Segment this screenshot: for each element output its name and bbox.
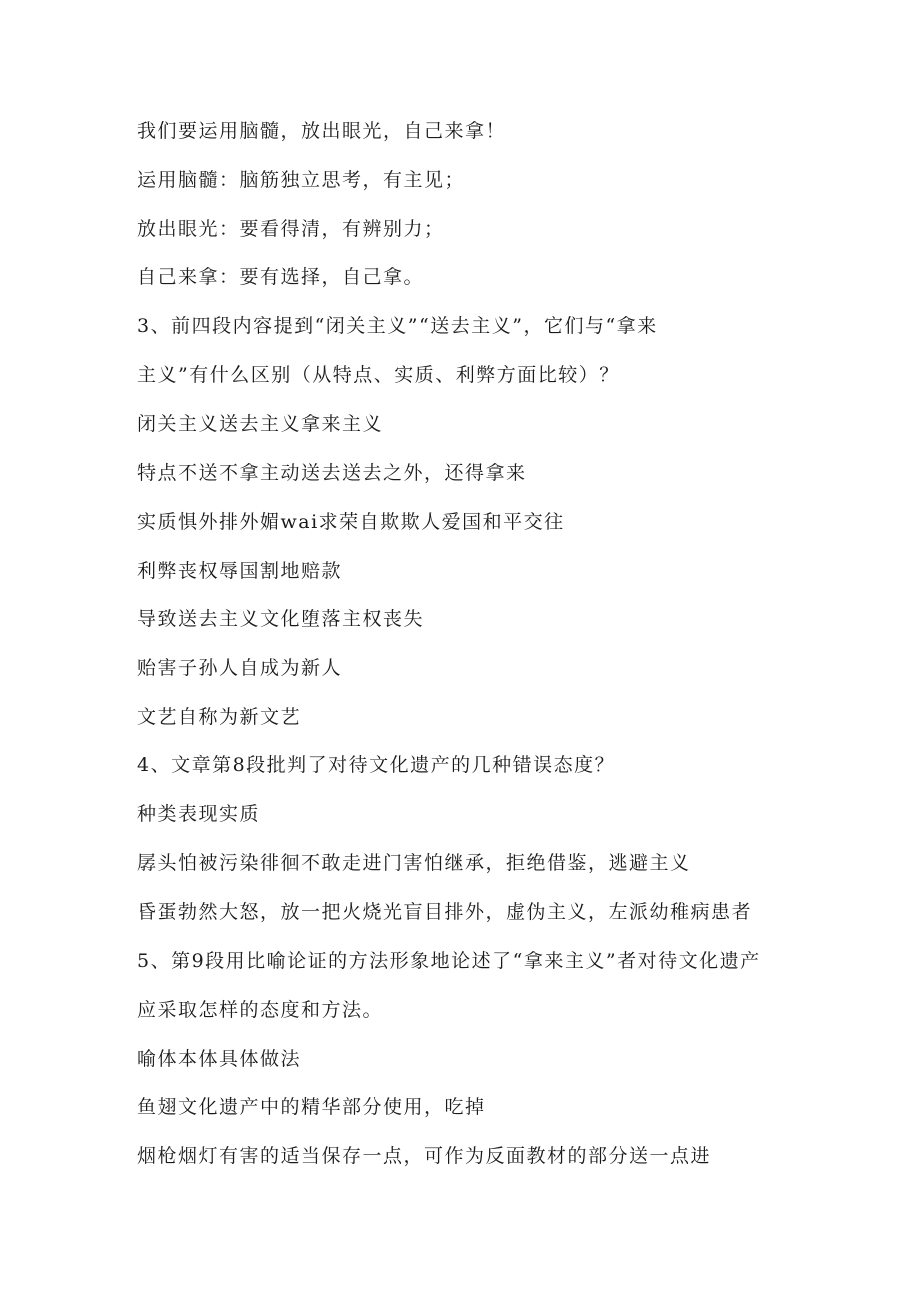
text-line: 烟枪烟灯有害的适当保存一点，可作为反面教材的部分送一点进 bbox=[137, 1145, 712, 1167]
text-line: 喻体本体具体做法 bbox=[137, 1048, 302, 1070]
text-line: 昏蛋勃然大怒，放一把火烧光盲目排外，虚伪主义，左派幼稚病患者 bbox=[137, 901, 753, 923]
text-line: 导致送去主义文化堕落主权丧失 bbox=[137, 608, 425, 630]
text-line: 应采取怎样的态度和方法。 bbox=[137, 999, 384, 1021]
text-line: 孱头怕被污染徘徊不敢走进门害怕继承，拒绝借鉴，逃避主义 bbox=[137, 852, 691, 874]
question-heading: 3、前四段内容提到“闭关主义”“送去主义”，它们与“拿来 bbox=[137, 315, 658, 337]
text-line: 利弊丧权辱国割地赔款 bbox=[137, 560, 343, 582]
text-line: 实质惧外排外媚wai求荣自欺欺人爱国和平交往 bbox=[137, 511, 565, 533]
text-line: 特点不送不拿主动送去送去之外，还得拿来 bbox=[137, 462, 527, 484]
text-line: 我们要运用脑髓，放出眼光，自己来拿！ bbox=[137, 120, 507, 142]
text-line: 主义”有什么区别（从特点、实质、利弊方面比较）？ bbox=[137, 364, 620, 386]
text-line: 贻害子孙人自成为新人 bbox=[137, 657, 343, 679]
text-line: 文艺自称为新文艺 bbox=[137, 706, 302, 728]
text-line: 放出眼光：要看得清，有辨别力； bbox=[137, 218, 445, 240]
text-line: 运用脑髓：脑筋独立思考，有主见； bbox=[137, 169, 466, 191]
text-line: 闭关主义送去主义拿来主义 bbox=[137, 413, 384, 435]
text-line: 鱼翅文化遗产中的精华部分使用，吃掉 bbox=[137, 1096, 486, 1118]
text-line: 种类表现实质 bbox=[137, 803, 261, 825]
question-heading: 4、文章第8段批判了对待文化遗产的几种错误态度？ bbox=[137, 754, 616, 776]
question-heading: 5、第9段用比喻论证的方法形象地论述了“拿来主义”者对待文化遗产 bbox=[137, 950, 761, 972]
text-line: 自己来拿：要有选择，自己拿。 bbox=[137, 266, 425, 288]
